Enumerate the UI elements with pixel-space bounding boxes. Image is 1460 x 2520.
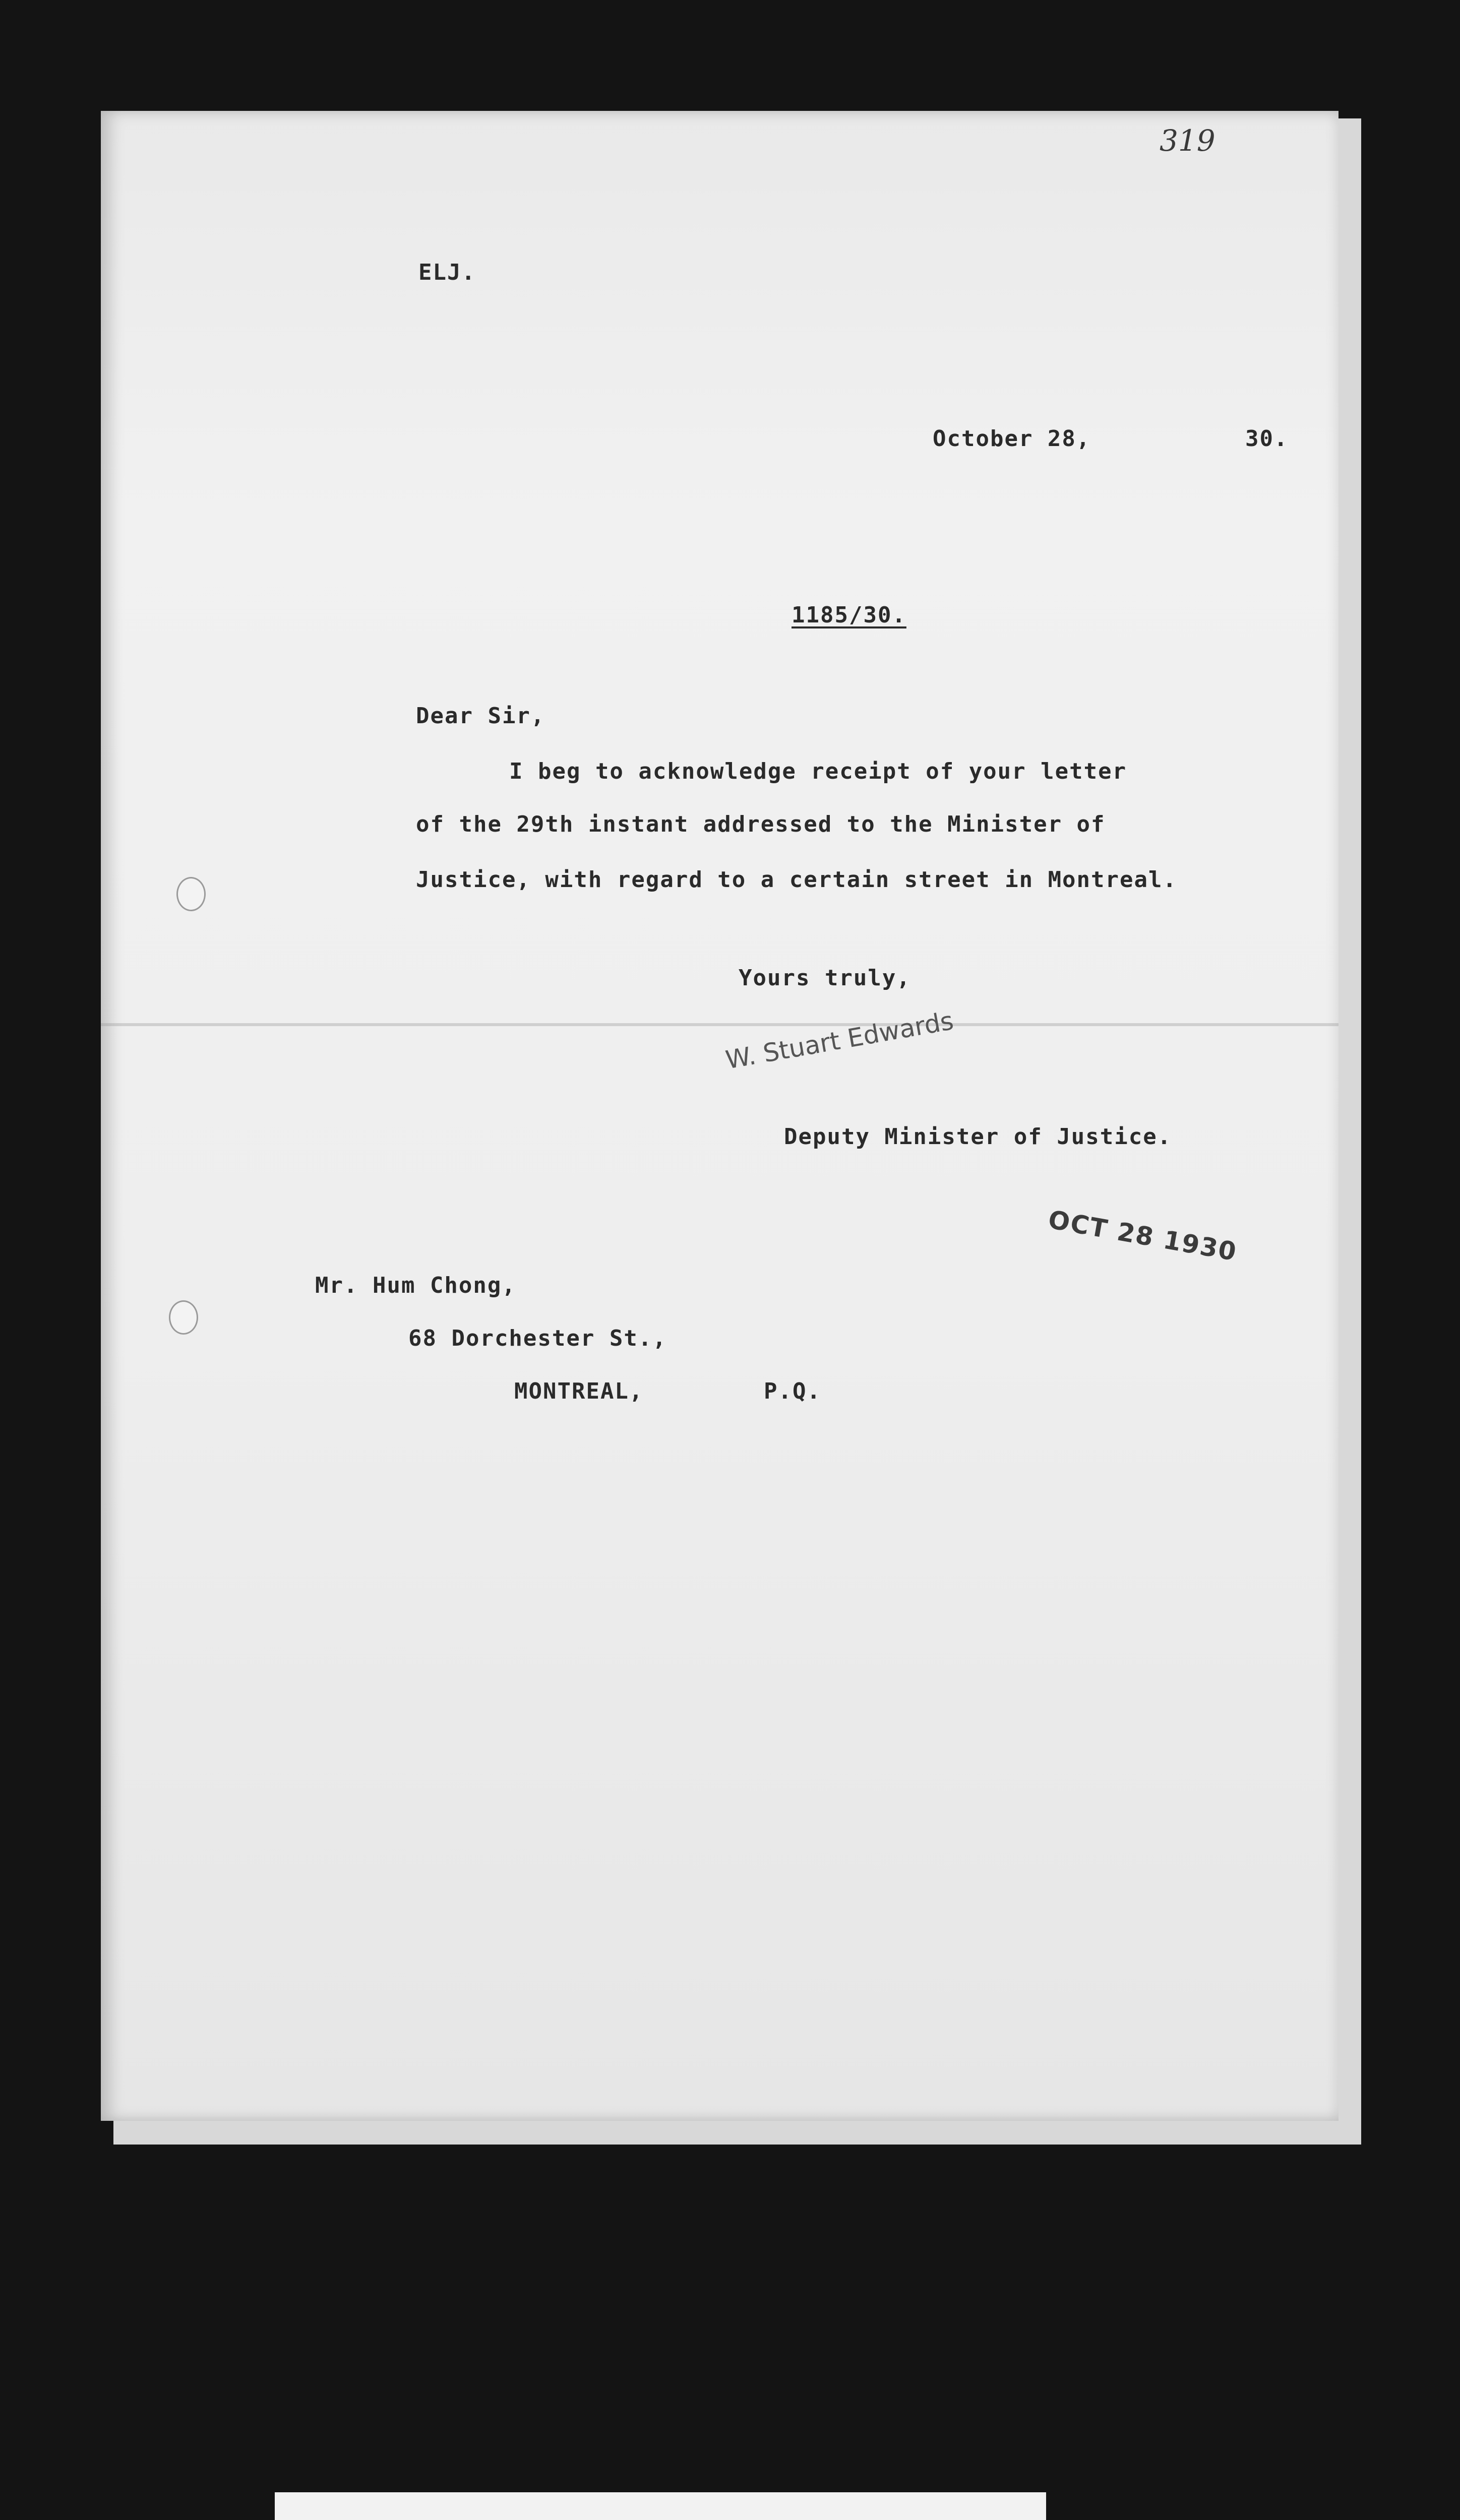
fold-line bbox=[101, 1023, 1339, 1026]
closing: Yours truly, bbox=[739, 965, 911, 991]
addressee-street: 68 Dorchester St., bbox=[408, 1326, 667, 1351]
signature: W. Stuart Edwards bbox=[723, 1005, 956, 1075]
received-date-stamp: OCT 28 1930 bbox=[1046, 1205, 1240, 1267]
punch-hole-icon bbox=[169, 1300, 198, 1335]
body-line: I beg to acknowledge receipt of your letter bbox=[509, 759, 1127, 784]
letter-page bbox=[101, 111, 1339, 2121]
salutation: Dear Sir, bbox=[416, 703, 545, 729]
addressee-city: MONTREAL, bbox=[514, 1378, 644, 1404]
punch-hole-icon bbox=[176, 877, 206, 911]
reference-number: 1185/30. bbox=[792, 602, 906, 628]
letter-year: 30. bbox=[1245, 426, 1289, 452]
addressee-name: Mr. Hum Chong, bbox=[315, 1273, 516, 1298]
initials: ELJ. bbox=[418, 260, 476, 285]
archive-reference-label bbox=[275, 2492, 1046, 2520]
page-number-mark: 319 bbox=[1160, 123, 1215, 158]
body-line: of the 29th instant addressed to the Minister of bbox=[416, 811, 1106, 837]
letter-date: October 28, bbox=[933, 426, 1091, 452]
body-line: Justice, with regard to a certain street in Montreal. bbox=[416, 867, 1177, 893]
signatory-title: Deputy Minister of Justice. bbox=[784, 1124, 1172, 1150]
addressee-province: P.Q. bbox=[764, 1378, 821, 1404]
